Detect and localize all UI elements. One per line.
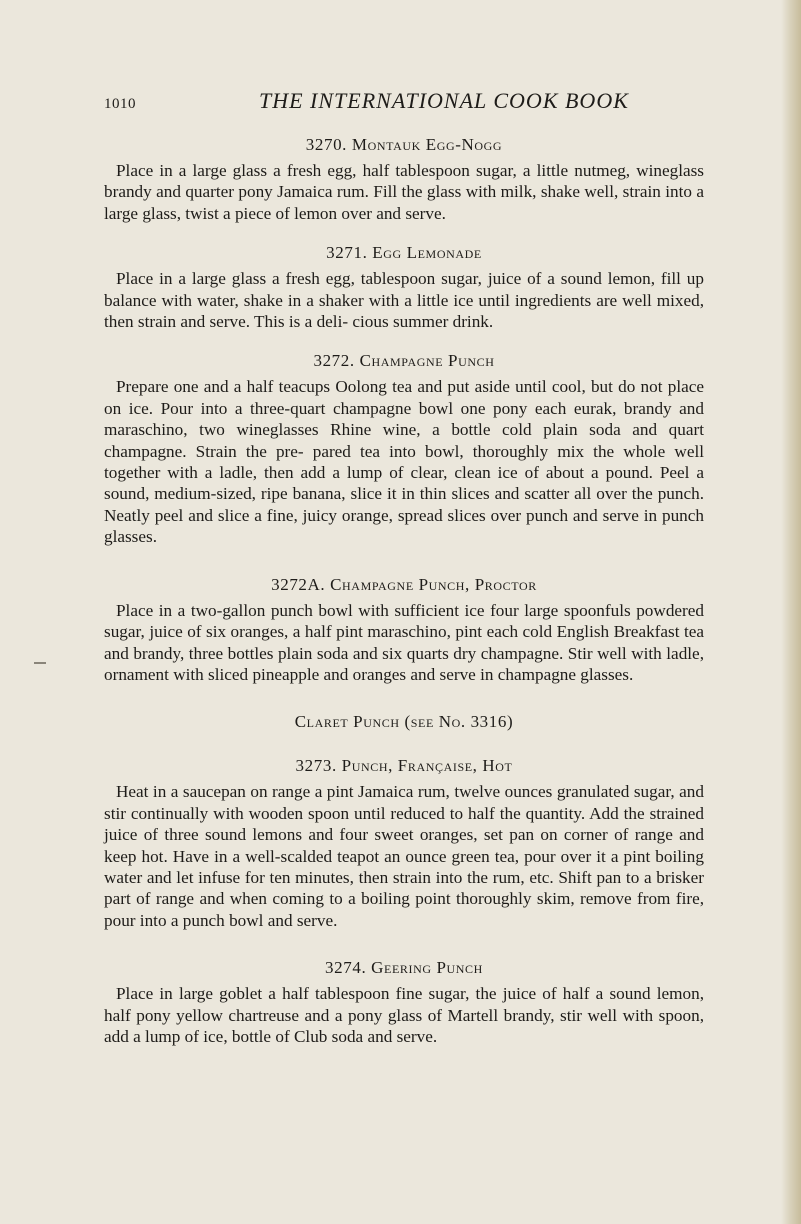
recipe-text: Prepare one and a half teacups Oolong tea and put aside until cool, but do not place on ice. Pour into a three-quart champagne bowl one pony each eurak, brandy and maraschino, two wineglasses Rhine wine, a bottle cold plain soda and quart champagne. Strain the pre- pared tea into bowl, thoroughly mix the whole well together with a ladle, then add a lump of clear, clean ice of about a pound. Peel a sound, medium-sized, ripe banana, slice it in thin slices and scatter all over the punch. Neatly peel and slice a fine, juicy orange, spread slices over punch and serve in punch glasses. [104,377,704,547]
recipe-3274 [104,957,704,1047]
recipe-heading: 3271. Egg Lemonade [326,243,482,263]
recipe-heading: 3270. Montauk Egg-Nogg [305,135,503,154]
margin-mark [34,662,46,664]
recipe-heading: 3273. Punch, Française, Hot [295,756,513,776]
cross-reference-heading: Claret Punch (see No. 3316) [294,712,514,732]
recipe-3273 [104,755,704,931]
recipe-text: Place in a large glass a fresh egg, tablespoon sugar, juice of a sound lemon, fill up balance with water, shake in a shaker with a little ice until ingredients are well mixed, then strain and serve. This is a deli- cious summer drink. [104,269,704,332]
recipe-text: Place in a two-gallon punch bowl with sufficient ice four large spoonfuls powdered sugar, juice of six oranges, a half pint maraschino, pint each cold English Breakfast tea and brandy, three bottles plain soda and six quarts dry champagne. Stir well with ladle, ornament with sliced pineapple and oranges and serve in champagne glasses. [104,600,704,684]
page-header [104,88,704,120]
recipe-3271 [104,242,704,332]
running-title: THE INTERNATIONAL COOK BOOK [259,88,629,113]
recipe-3272a [104,574,704,686]
page-edge-shadow [781,0,801,1224]
recipe-text: Place in a large glass a fresh egg, half tablespoon sugar, a little nutmeg, wineglass brandy and quarter pony Jamaica rum. Fill the glass with milk, shake well, strain into a large glass, twist a piece of lemon over and serve. [104,161,704,223]
page-content [104,134,704,1047]
recipe-3272 [104,350,704,547]
recipe-text: Heat in a saucepan on range a pint Jamaica rum, twelve ounces granulated sugar, and stir continually with wooden spoon until reduced to half the quantity. Add the strained juice of three sound lemons and four sweet oranges, set pan on corner of range and keep hot. Have in a well-scalded teapot an ounce green tea, pour over it a pint boiling water and let infuse for ten minutes, then strain into the rum, etc. Shift pan to a brisker part of range and when coming to a boiling point thoroughly skim, remove from fire, pour into a punch bowl and serve. [104,782,704,930]
page-number: 1010 [104,96,136,112]
cross-reference [104,711,704,733]
recipe-3270 [104,134,704,224]
recipe-heading: 3272A. Champagne Punch, Proctor [271,574,537,594]
recipe-heading: 3272. Champagne Punch [313,351,495,371]
recipe-text: Place in large goblet a half tablespoon fine sugar, the juice of half a sound lemon, half pony yellow chartreuse and a pony glass of Martell brandy, stir well with spoon, add a lump of ice, bottle of Club soda and serve. [104,984,704,1046]
recipe-heading: 3274. Geering Punch [325,958,483,978]
